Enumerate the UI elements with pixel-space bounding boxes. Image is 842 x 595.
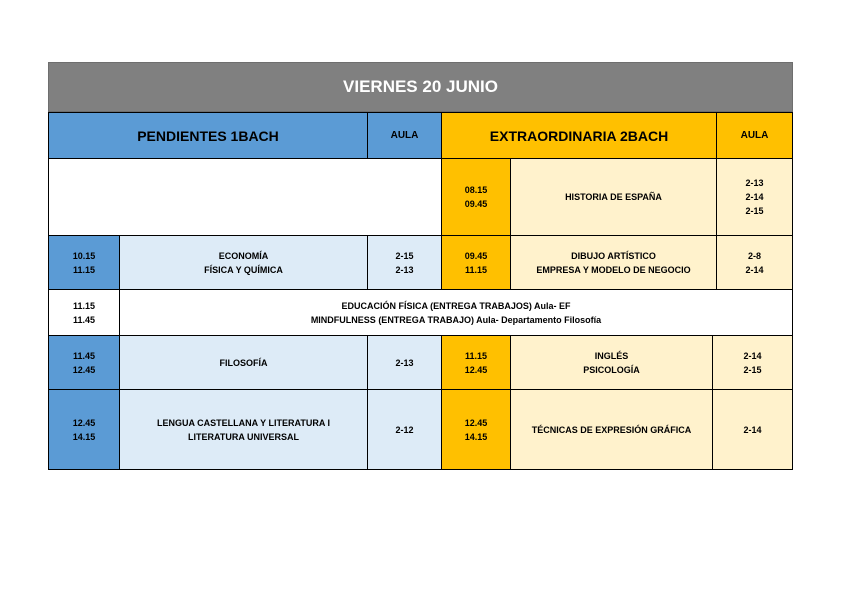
time-start: 08.15: [464, 185, 488, 195]
aula: 2-15: [745, 206, 764, 216]
aula-cell: [367, 335, 442, 390]
aula-cell: [712, 389, 793, 470]
time-start: 10.15: [72, 250, 96, 261]
page-title: VIERNES 20 JUNIO: [48, 62, 793, 112]
header-extraordinaria: EXTRAORDINARIA 2BACH: [441, 112, 717, 159]
subject: EMPRESA Y MODELO DE NEGOCIO: [536, 264, 691, 275]
subject-cell: [510, 335, 713, 390]
aula-cell: [712, 335, 793, 390]
aula: 2-14: [745, 264, 764, 275]
time-start: 09.45: [464, 250, 488, 261]
time-start: 12.45: [464, 417, 488, 428]
time-end: 11.15: [72, 264, 96, 275]
time-cell: [48, 235, 120, 290]
subject-cell: [119, 235, 368, 290]
aula: 2-13: [395, 264, 414, 275]
subject-cell: [510, 158, 717, 236]
subject: PSICOLOGÍA: [583, 364, 640, 375]
aula-cell: [716, 158, 793, 236]
aula: 2-13: [745, 178, 764, 188]
time-end: 11.15: [464, 264, 488, 275]
merged-content-cell: [119, 289, 793, 336]
subject: LENGUA CASTELLANA Y LITERATURA I: [157, 417, 330, 428]
time-end: 12.45: [464, 364, 488, 375]
aula: 2-13: [395, 357, 414, 368]
aula-cell: [367, 235, 442, 290]
aula-cell: [716, 235, 793, 290]
time-end: 12.45: [72, 364, 96, 375]
subject-cell: [510, 235, 717, 290]
subject: INGLÉS: [594, 350, 629, 361]
aula: 2-14: [743, 424, 762, 435]
subject: FILOSOFÍA: [219, 357, 268, 368]
subject: LITERATURA UNIVERSAL: [188, 431, 299, 442]
time-end: 14.15: [464, 431, 488, 442]
time-start: 11.15: [72, 300, 96, 311]
aula: 2-12: [395, 424, 414, 435]
content-line: EDUCACIÓN FÍSICA (ENTREGA TRABAJOS) Aula- EF: [341, 300, 571, 311]
subject-cell: [510, 389, 713, 470]
aula-cell: [367, 389, 442, 470]
time-start: 12.45: [72, 417, 96, 428]
aula: 2-14: [745, 192, 764, 202]
time-end: 09.45: [464, 199, 488, 209]
aula: 2-15: [395, 250, 414, 261]
subject: ECONOMÍA: [218, 250, 269, 261]
header-aula-right: AULA: [716, 112, 793, 159]
aula: 2-14: [743, 350, 762, 361]
time-end: 14.15: [72, 431, 96, 442]
subject: TÉCNICAS DE EXPRESIÓN GRÁFICA: [531, 424, 692, 435]
time-cell: [48, 335, 120, 390]
empty-cell: [48, 158, 442, 236]
subject-cell: [119, 389, 368, 470]
aula: 2-8: [747, 250, 761, 261]
time-start: 11.15: [464, 350, 488, 361]
time-cell: [48, 289, 120, 336]
subject: HISTORIA DE ESPAÑA: [565, 192, 662, 202]
subject-cell: [119, 335, 368, 390]
header-aula-left: AULA: [367, 112, 442, 159]
subject: DIBUJO ARTÍSTICO: [571, 250, 656, 261]
time-cell: [441, 158, 511, 236]
content-line: MINDFULNESS (ENTREGA TRABAJO) Aula- Departamento Filosofía: [310, 314, 602, 325]
time-cell: [441, 335, 511, 390]
aula: 2-15: [743, 364, 762, 375]
header-pendientes: PENDIENTES 1BACH: [48, 112, 368, 159]
time-start: 11.45: [72, 350, 96, 361]
time-cell: [441, 389, 511, 470]
time-cell: [441, 235, 511, 290]
time-cell: [48, 389, 120, 470]
subject: FÍSICA Y QUÍMICA: [204, 264, 283, 275]
time-end: 11.45: [72, 314, 96, 325]
